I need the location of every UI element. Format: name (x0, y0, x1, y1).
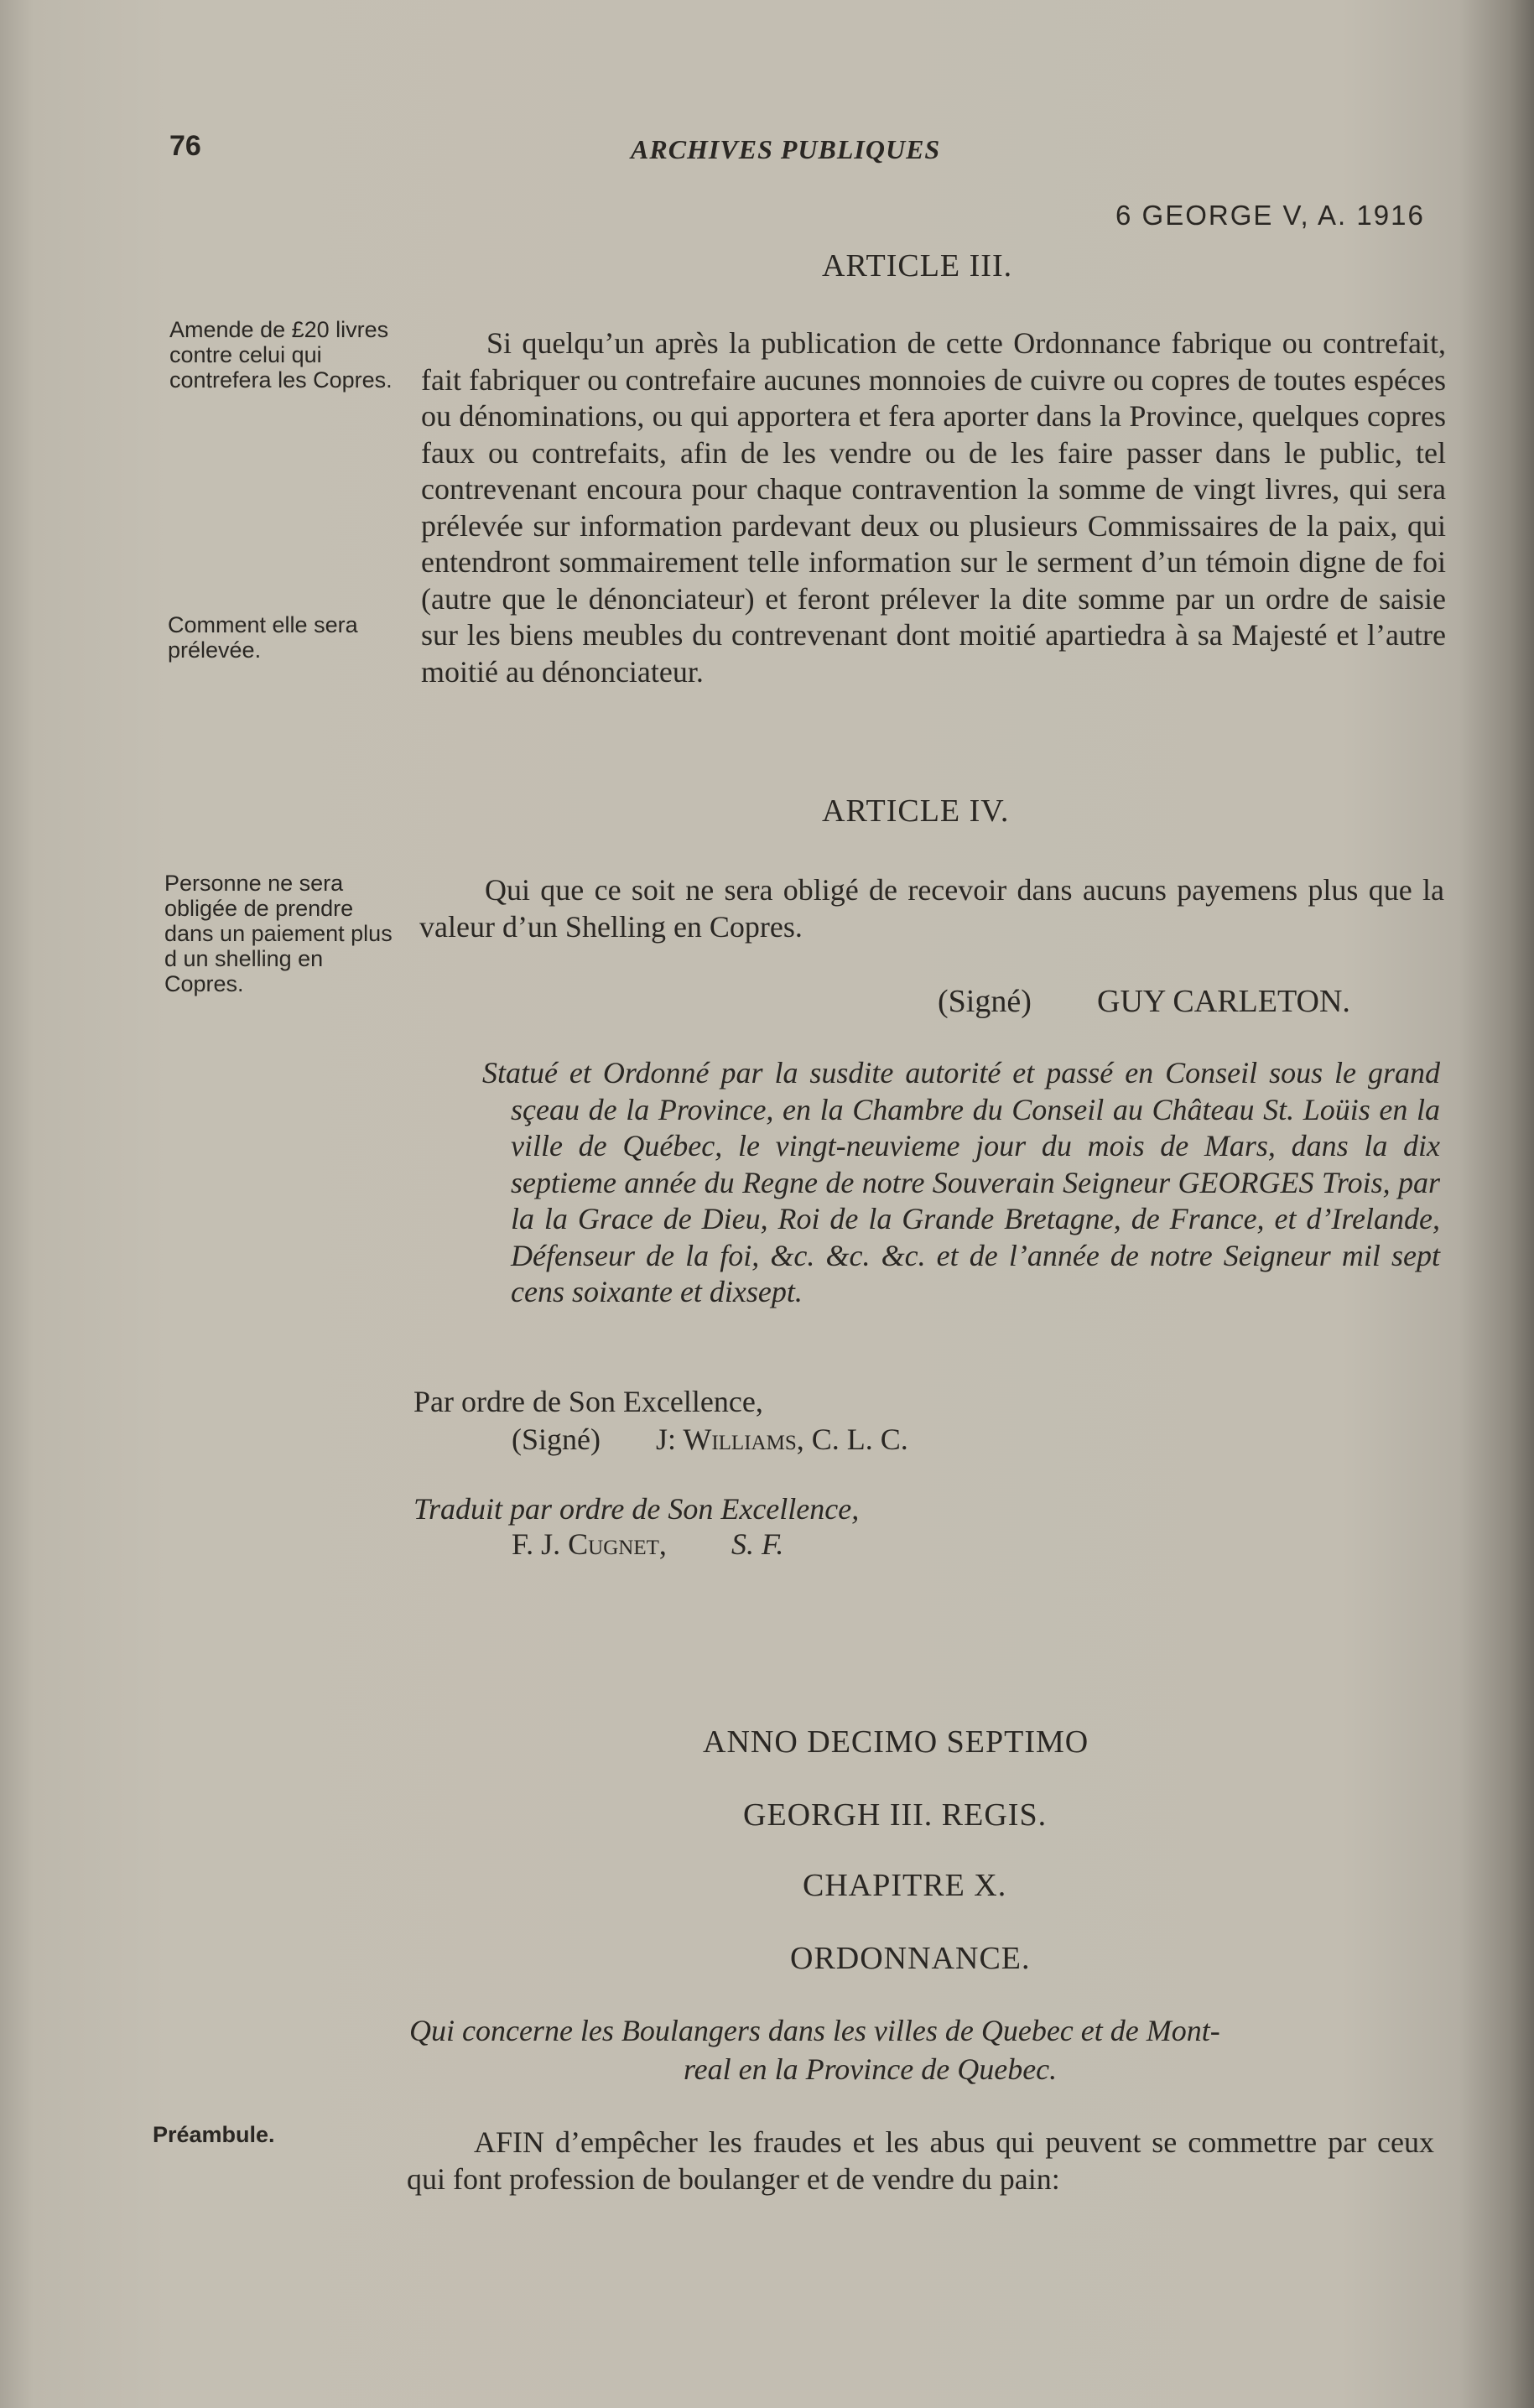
article-4-text (419, 872, 1444, 945)
order-signed-label: (Signé) (512, 1422, 601, 1456)
signed-label: (Signé) (938, 984, 1032, 1019)
signatory-name: GUY CARLETON. (1097, 984, 1350, 1019)
margin-note-fine: Amende de £20 livres contre celui qui contrefera les Copres. (169, 317, 393, 393)
preamble-text (407, 2125, 1434, 2197)
ordinance-subtitle-line-2: real en la Province de Quebec. (684, 2052, 1058, 2086)
ordinance-subtitle-line-1: Qui concerne les Boulangers dans les villes de Quebec et de Mont- (409, 2014, 1220, 2047)
translation-line: Traduit par ordre de Son Excellence, (413, 1492, 860, 1526)
order-signatory: J: Williams, C. L. C. (656, 1422, 908, 1456)
article-3-text (421, 325, 1446, 690)
margin-note-levy: Comment elle sera prélevée. (168, 612, 358, 663)
session-label: 6 GEORGE V, A. 1916 (1115, 200, 1425, 231)
statute-note-text: Statué et Ordonné par la susdite autorité et passé en Conseil sous le grand sçeau de la Province, en la Chambre du Conseil au Château St. Loüis en la ville de Québec, le vingt-neuvieme jour du mois de Mars, dans la dix septieme année du Regne de notre Souverain Seigneur GEORGES Trois, par la la Grace de Dieu, Roi de la Grande Bretagne, de France, et d’Irelande, Défenseur de la foi, &c. &c. &c. et de l’année de notre Seigneur mil sept cens soixante et dixsept. (482, 1056, 1440, 1308)
regis-heading: GEORGH III. REGIS. (743, 1797, 1048, 1833)
order-line: Par ordre de Son Excellence, (413, 1385, 763, 1418)
chapter-heading: CHAPITRE X. (803, 1868, 1007, 1903)
article-4-heading: ARTICLE IV. (822, 793, 1010, 829)
article-3-heading: ARTICLE III. (822, 248, 1013, 283)
running-title: ARCHIVES PUBLIQUES (631, 134, 941, 164)
ordonnance-heading: ORDONNANCE. (790, 1941, 1031, 1976)
preamble-margin-label: Préambule. (153, 2122, 275, 2147)
anno-heading: ANNO DECIMO SEPTIMO (703, 1724, 1089, 1760)
translator-title: S. F. (731, 1527, 784, 1561)
preamble-paragraph: AFIN d’empêcher les fraudes et les abus qui peuvent se commettre par ceux qui font profession de boulanger et de vendre du pain: (407, 2125, 1434, 2196)
article-4-paragraph: Qui que ce soit ne sera obligé de recevoir dans aucuns payemens plus que la valeur d’un Shelling en Copres. (419, 873, 1444, 944)
page-number: 76 (169, 130, 201, 162)
margin-note-payment: Personne ne sera obligée de prendre dans un paiement plus d un shelling en Copres. (164, 871, 393, 996)
translator-name: F. J. Cugnet, (512, 1527, 667, 1561)
statute-note (482, 1055, 1440, 1311)
article-3-paragraph: Si quelqu’un après la publication de cette Ordonnance fabrique ou contrefait, fait fabriquer ou contrefaire aucunes monnoies de cuivre ou copres de toutes espéces ou dénominations, ou qui apportera et fera aporter dans la Province, quelques copres faux ou contrefaits, afin de les vendre ou de les faire passer dans le public, tel contrevenant encoura pour chaque contravention la somme de vingt livres, qui sera prélevée sur information pardevant deux ou plusieurs Commissaires de la paix, qui entendront sommairement telle information sur le serment d’un témoin digne de foi (autre que le dénonciateur) et feront prélever la dite somme par un ordre de saisie sur les biens meubles du contrevenant dont moitié apartiedra à sa Majesté et l’autre moitié au dénonciateur. (421, 326, 1446, 689)
